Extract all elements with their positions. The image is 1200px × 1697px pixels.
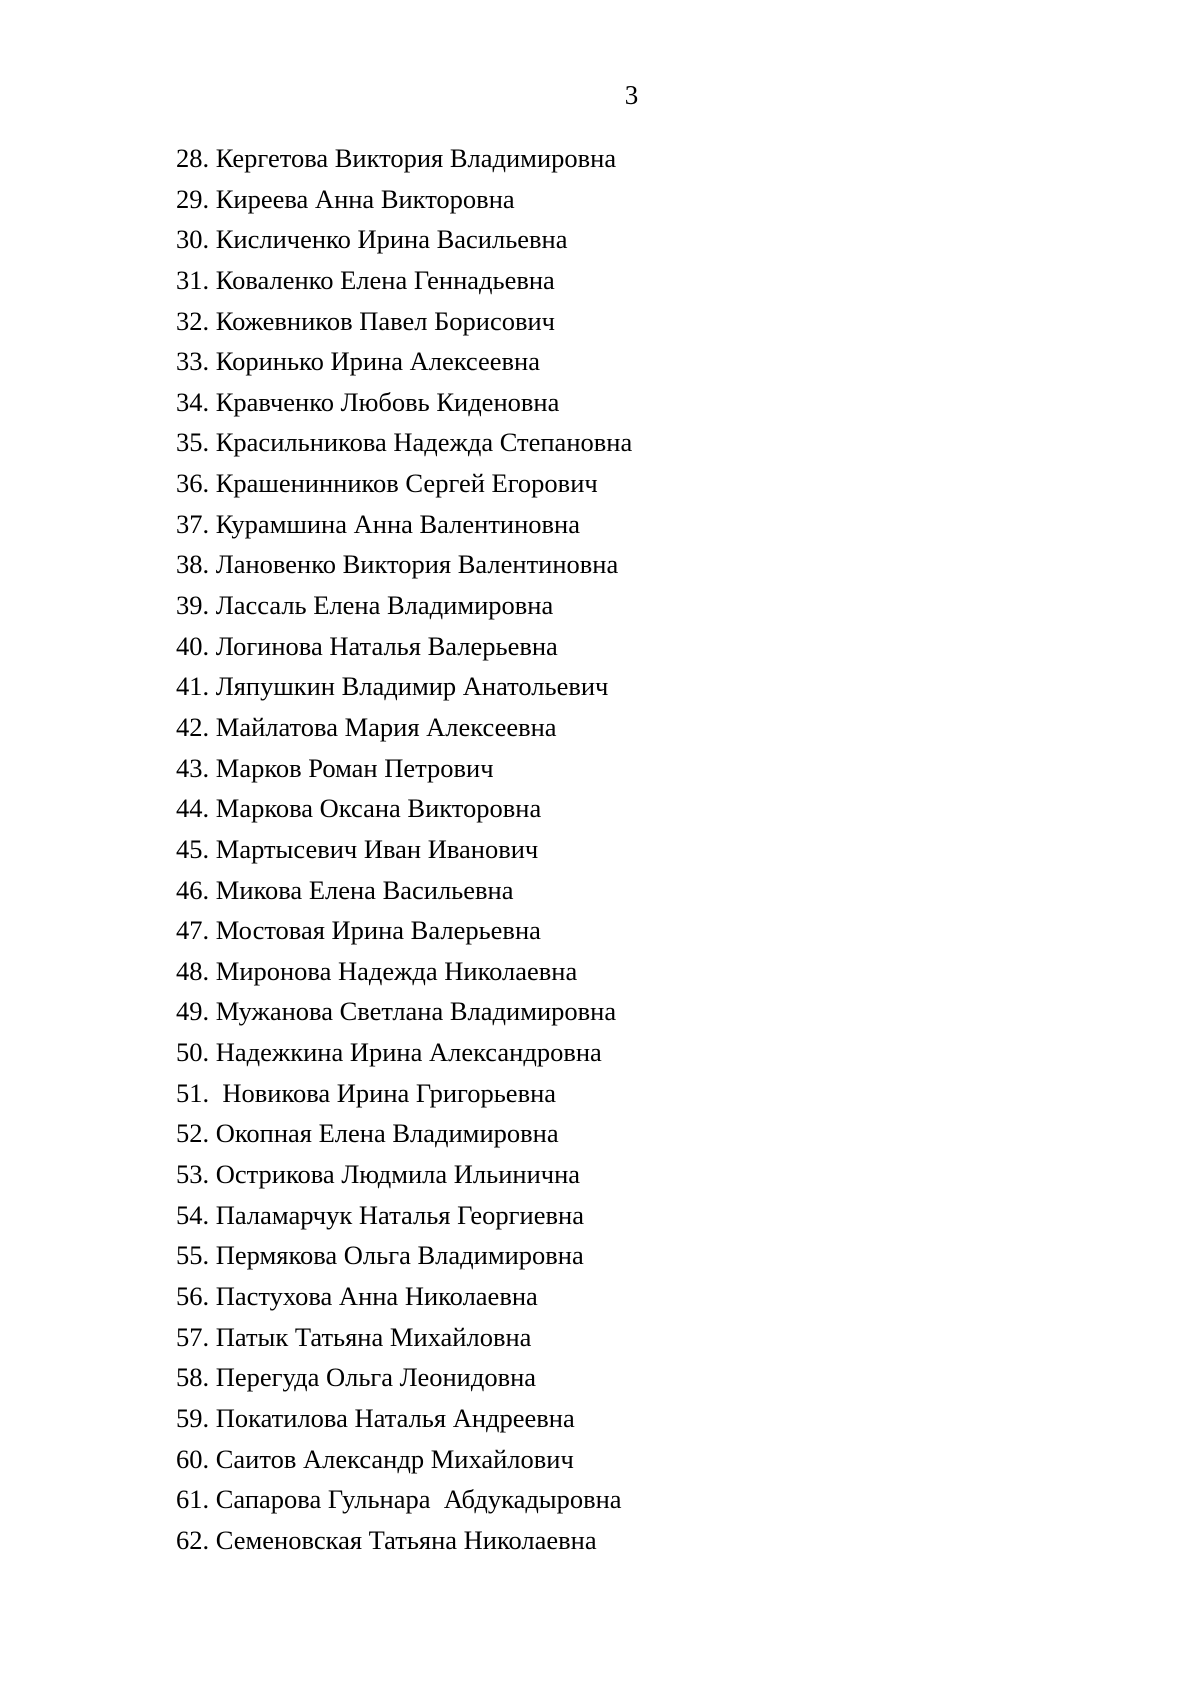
list-item: 41. Ляпушкин Владимир Анатольевич [176, 671, 609, 702]
list-item: 55. Пермякова Ольга Владимировна [176, 1240, 584, 1271]
list-item: 30. Кисличенко Ирина Васильевна [176, 224, 568, 255]
list-item: 36. Крашенинников Сергей Егорович [176, 468, 598, 499]
list-item: 50. Надежкина Ирина Александровна [176, 1037, 602, 1068]
list-item: 52. Окопная Елена Владимировна [176, 1118, 559, 1149]
list-item: 58. Перегуда Ольга Леонидовна [176, 1362, 537, 1393]
list-item: 48. Миронова Надежда Николаевна [176, 955, 578, 986]
list-item: 53. Острикова Людмила Ильинична [176, 1159, 581, 1190]
list-item: 42. Майлатова Мария Алексеевна [176, 711, 557, 742]
list-item: 56. Пастухова Анна Николаевна [176, 1280, 538, 1311]
list-item: 46. Микова Елена Васильевна [176, 874, 514, 905]
list-item: 37. Курамшина Анна Валентиновна [176, 508, 580, 539]
name-list [176, 138, 632, 1560]
list-item: 49. Мужанова Светлана Владимировна [176, 996, 617, 1027]
list-item: 62. Семеновская Татьяна Николаевна [176, 1524, 597, 1555]
list-item: 29. Киреева Анна Викторовна [176, 183, 515, 214]
list-item: 31. Коваленко Елена Геннадьевна [176, 264, 555, 295]
list-item: 28. Кергетова Виктория Владимировна [176, 143, 617, 173]
list-item: 54. Паламарчук Наталья Георгиевна [176, 1199, 584, 1230]
list-item: 43. Марков Роман Петрович [176, 752, 494, 783]
list-item: 39. Лассаль Елена Владимировна [176, 590, 554, 621]
list-item: 40. Логинова Наталья Валерьевна [176, 630, 558, 661]
list-item: 60. Саитов Александр Михайлович [176, 1443, 574, 1474]
page-number: 3 [624, 80, 639, 110]
list-item: 33. Коринько Ирина Алексеевна [176, 346, 540, 377]
list-item: 61. Сапарова Гульнара Абдукадыровна [176, 1484, 622, 1515]
list-item: 38. Лановенко Виктория Валентиновна [176, 549, 619, 580]
list-item: 35. Красильникова Надежда Степановна [176, 427, 633, 458]
list-item: 44. Маркова Оксана Викторовна [176, 793, 542, 824]
list-item: 34. Кравченко Любовь Киденовна [176, 386, 560, 417]
list-item: 59. Покатилова Наталья Андреевна [176, 1402, 575, 1433]
list-item: 51. Новикова Ирина Григорьевна [176, 1077, 557, 1108]
list-item: 45. Мартысевич Иван Иванович [176, 833, 539, 864]
list-item: 57. Патык Татьяна Михайловна [176, 1321, 532, 1352]
list-item: 47. Мостовая Ирина Валерьевна [176, 915, 541, 946]
list-item: 32. Кожевников Павел Борисович [176, 305, 556, 336]
